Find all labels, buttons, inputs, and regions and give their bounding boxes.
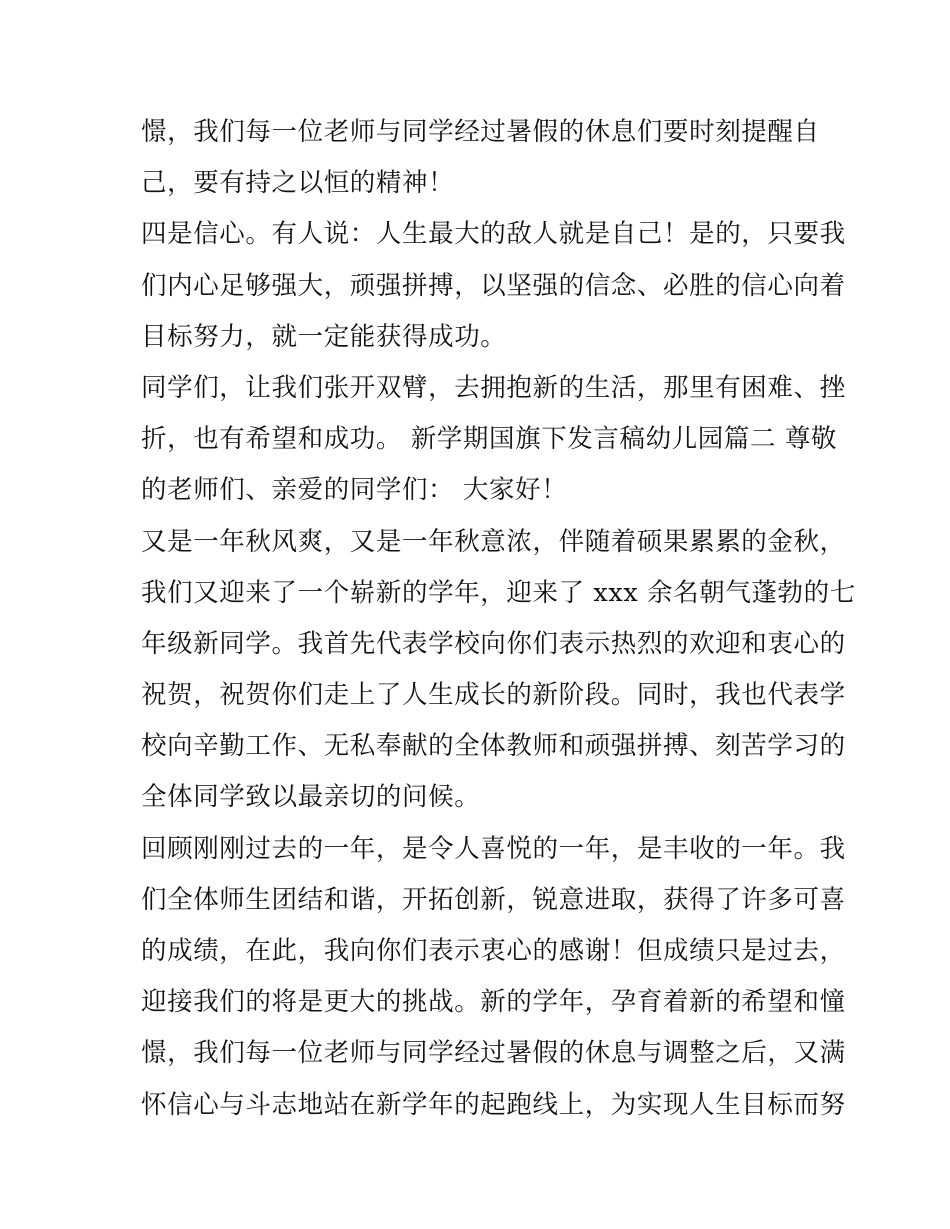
text-line: 怀信心与斗志地站在新学年的起跑线上，为实现人生目标而努 <box>141 1089 846 1120</box>
text-line: 憬，我们每一位老师与同学经过暑假的休息与调整之后，又满 <box>141 1038 846 1069</box>
text-line: 同学们，让我们张开双臂，去拥抱新的生活，那里有困难、挫 <box>141 372 846 403</box>
text-line: 的成绩，在此，我向你们表示衷心的感谢！但成绩只是过去， <box>141 936 846 966</box>
text-line: 憬，我们每一位老师与同学经过暑假的休息们要时刻提醒自 <box>141 117 820 147</box>
text-line: 校向辛勤工作、无私奉献的全体教师和顽强拼搏、刻苦学习的 <box>141 731 846 762</box>
text-line: 又是一年秋风爽，又是一年秋意浓，伴随着硕果累累的金秋， <box>141 526 846 557</box>
text-line: 迎接我们的将是更大的挑战。新的学年，孕育着新的希望和憧 <box>141 987 846 1018</box>
text-line: 的老师们、亲爱的同学们： 大家好！ <box>141 475 568 506</box>
text-line: 祝贺，祝贺你们走上了人生成长的新阶段。同时，我也代表学 <box>141 680 846 711</box>
text-line: 目标努力，就一定能获得成功。 <box>141 321 507 352</box>
document-body <box>141 107 856 1131</box>
text-line: 们全体师生团结和谐，开拓创新，锐意进取，获得了许多可喜 <box>141 884 846 915</box>
text-line: 们内心足够强大，顽强拼搏，以坚强的信念、必胜的信心向着 <box>141 270 846 301</box>
text-line: 年级新同学。我首先代表学校向你们表示热烈的欢迎和衷心的 <box>141 628 846 659</box>
text-line: 我们又迎来了一个崭新的学年，迎来了 xxx 余名朝气蓬勃的七 <box>141 577 856 608</box>
text-line: 四是信心。有人说：人生最大的敌人就是自己！是的，只要我 <box>141 219 846 250</box>
text-line: 回顾刚刚过去的一年，是令人喜悦的一年，是丰收的一年。我 <box>141 833 846 864</box>
text-line: 己，要有持之以恒的精神！ <box>141 168 455 199</box>
text-line: 折，也有希望和成功。 新学期国旗下发言稿幼儿园篇二 尊敬 <box>141 424 838 455</box>
text-line: 全体同学致以最亲切的问候。 <box>141 782 481 813</box>
